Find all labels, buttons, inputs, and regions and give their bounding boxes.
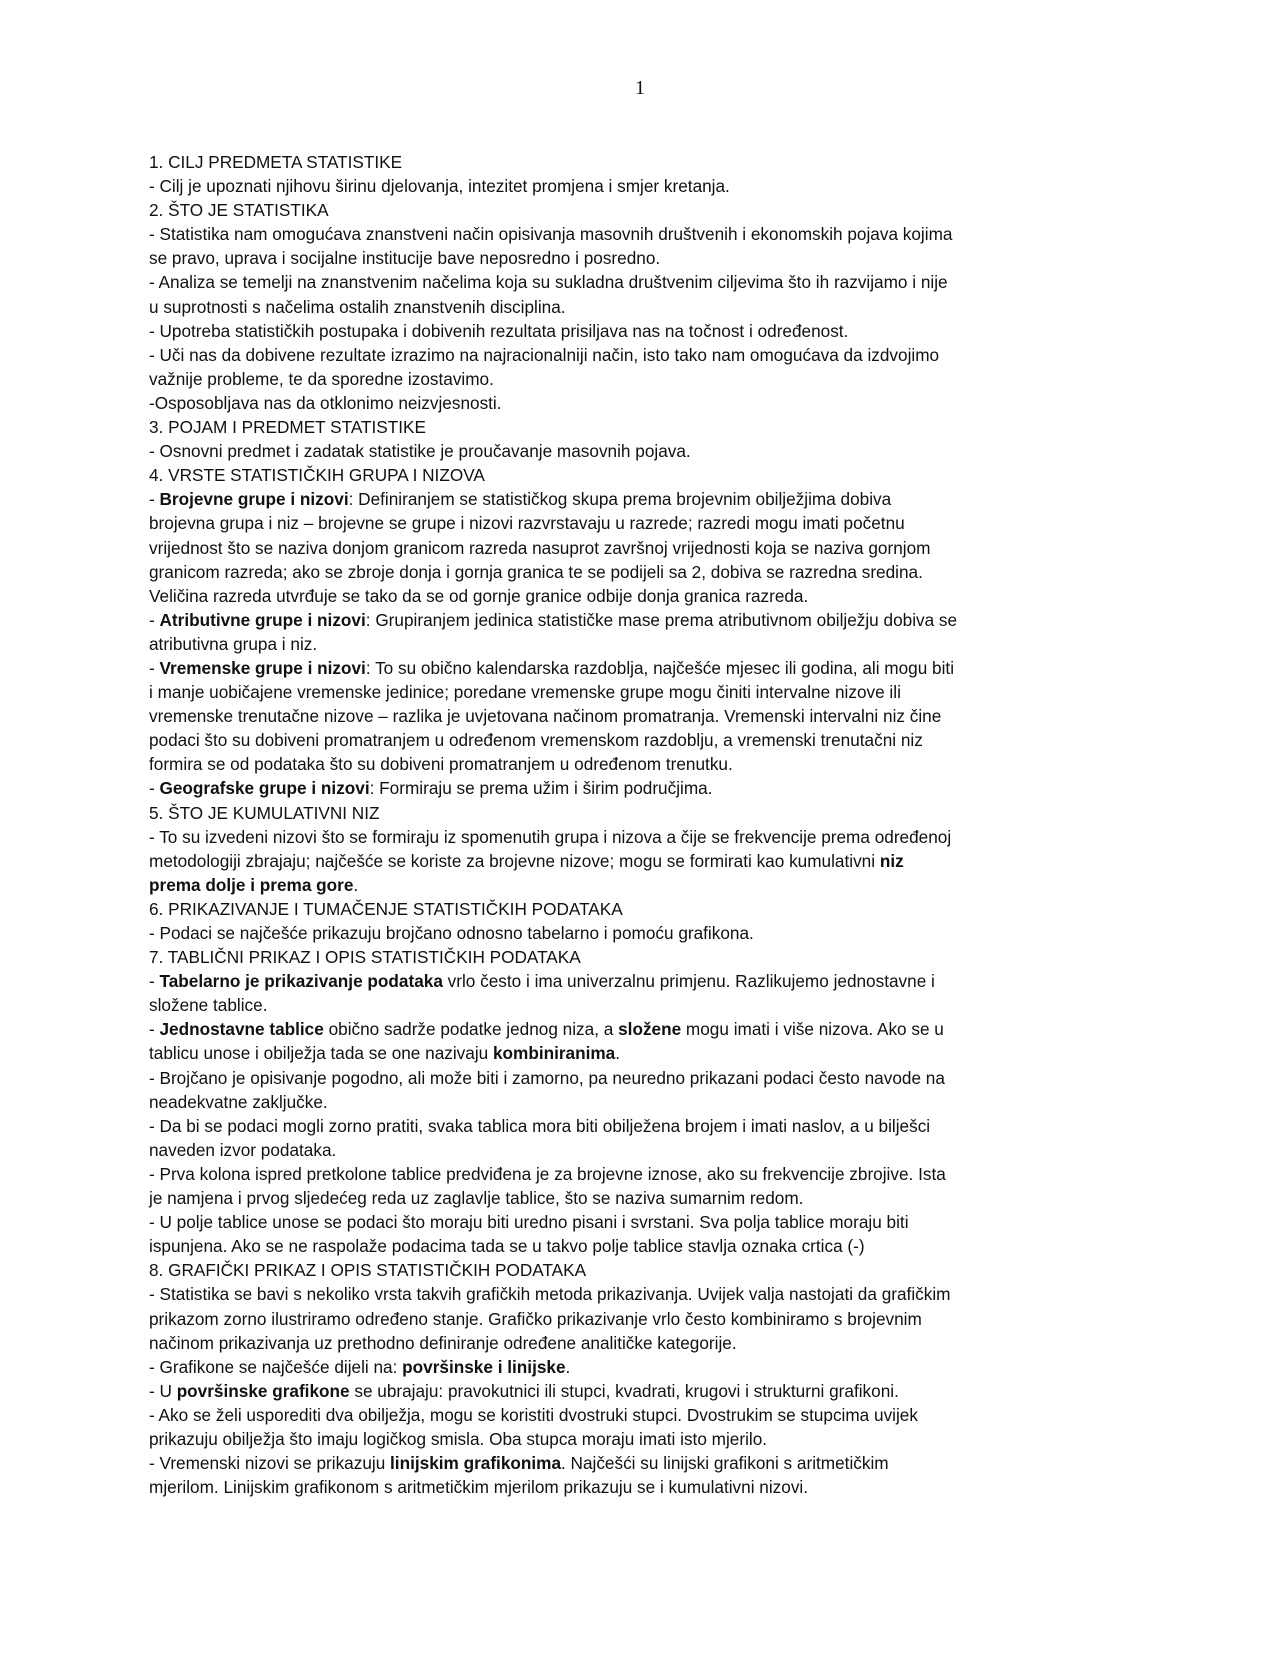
text-line [149,680,1143,704]
document-body [149,150,1143,1499]
text-line [149,1234,1143,1258]
text-line [149,1307,1143,1331]
text-line [149,1210,1143,1234]
text-segment: se pravo, uprava i socijalne institucije bave neposredno i posredno. [149,248,661,269]
text-line [149,150,1143,174]
text-segment: - [149,1019,160,1040]
text-segment: 5. ŠTO JE KUMULATIVNI NIZ [149,802,380,823]
text-segment: . [565,1356,571,1377]
text-line [149,993,1143,1017]
text-segment: -Osposobljava nas da otklonimo neizvjesnosti. [149,392,502,413]
text-segment: granicom razreda; ako se zbroje donja i gornja granica te se podijeli sa 2, dobiva se razredna sredina. [149,561,923,582]
text-segment: 1. CILJ PREDMETA STATISTIKE [149,152,403,172]
text-line [149,1331,1143,1355]
bold-text: površinske i linijske [402,1356,566,1377]
text-segment: . [353,874,359,895]
text-line [149,511,1143,535]
text-line [149,776,1143,800]
bold-text: površinske grafikone [176,1380,350,1401]
text-line [149,1186,1143,1210]
text-line [149,608,1143,632]
text-line [149,1090,1143,1114]
page-number: 1 [635,77,645,99]
text-segment: - Vremenski nizovi se prikazuju [149,1453,391,1474]
text-line [149,222,1143,246]
text-segment: 3. POJAM I PREDMET STATISTIKE [149,417,426,438]
text-segment: - U [149,1380,177,1401]
text-segment: neadekvatne zaključke. [149,1091,328,1112]
text-segment: načinom prikazivanja uz prethodno definiranje određene analitičke kategorije. [149,1332,737,1353]
text-segment: - Podaci se najčešće prikazuju brojčano odnosno tabelarno i pomoću grafikona. [149,923,754,943]
bold-text: linijskim grafikonima [390,1453,561,1474]
text-line [149,1282,1143,1306]
text-line [149,849,1143,873]
text-line [149,1114,1143,1138]
text-segment: Veličina razreda utvrđuje se tako da se od gornje granice odbije donja granica razreda. [149,585,809,606]
text-line [149,391,1143,415]
text-line [149,728,1143,752]
text-line [149,295,1143,319]
text-line [149,704,1143,728]
text-segment: važnije probleme, te da sporedne izostavimo. [149,368,494,389]
text-line [149,343,1143,367]
text-segment: - [149,778,160,799]
text-line [149,415,1143,439]
text-segment: naveden izvor podataka. [149,1139,337,1160]
text-segment: podaci što su dobiveni promatranjem u određenom vremenskom razdoblju, a vremenski trenutačni niz [149,730,923,751]
text-line [149,560,1143,584]
text-line [149,1066,1143,1090]
text-segment: - To su izvedeni nizovi što se formiraju iz spomenutih grupa i nizova a čije se frekvencije prema određenoj [149,826,952,847]
text-segment: : To su obično kalendarska razdoblja, najčešće mjesec ili godina, ali mogu biti [365,657,955,678]
text-line [149,536,1143,560]
text-segment: tablicu unose i obilježja tada se one nazivaju [149,1043,493,1064]
text-segment: - Analiza se temelji na znanstvenim načelima koja su sukladna društvenim ciljevima što ih razvijamo i nije [149,272,948,293]
text-segment: formira se od podataka što su dobiveni promatranjem u određenom trenutku. [149,754,733,775]
text-line [149,487,1143,511]
text-line [149,439,1143,463]
text-segment: - Ako se želi usporediti dva obilježja, mogu se koristiti dvostruki stupci. Dvostrukim se stupcima uvijek [149,1404,918,1425]
text-line [149,825,1143,849]
text-segment: brojevna grupa i niz – brojevne se grupe i nizovi razvrstavaju u razrede; razredi mogu imati početnu [149,513,905,534]
bold-text: Brojevne grupe i nizovi [159,489,349,510]
bold-text: Jednostavne tablice [159,1019,324,1040]
text-segment: 6. PRIKAZIVANJE I TUMAČENJE STATISTIČKIH PODATAKA [149,898,623,919]
text-line [149,584,1143,608]
text-segment: - [149,489,160,510]
text-line [149,921,1143,945]
text-segment: - Grafikone se najčešće dijeli na: [149,1356,403,1377]
text-line [149,1379,1143,1403]
text-segment: vrijednost što se naziva donjom granicom razreda nasuprot završnoj vrijednosti koja se naziva gornjom [149,537,931,558]
text-line [149,174,1143,198]
text-line [149,1451,1143,1475]
text-segment: - [149,657,160,678]
text-segment: prikazuju obilježja što imaju logičkog smisla. Oba stupca moraju imati isto mjerilo. [149,1428,768,1449]
text-segment: u suprotnosti s načelima ostalih znanstvenih disciplina. [149,296,566,317]
bold-text: kombiniranima [492,1043,616,1064]
text-segment: - [149,971,160,992]
text-line [149,463,1143,487]
bold-text: Atributivne grupe i nizovi [159,609,366,630]
text-segment: - [149,609,160,630]
text-line [149,1427,1143,1451]
text-line [149,367,1143,391]
text-line [149,1017,1143,1041]
text-line [149,969,1143,993]
text-segment: metodologiji zbrajaju; najčešće se koriste za brojevne nizove; mogu se formirati kao kumulativni [149,850,880,871]
bold-text: složene [618,1019,682,1040]
text-line [149,873,1143,897]
text-line [149,1258,1143,1282]
text-segment: mogu imati i više nizova. Ako se u [681,1019,944,1040]
text-segment: i manje uobičajene vremenske jedinice; poredane vremenske grupe mogu činiti intervalne nizove ili [149,682,901,703]
text-line [149,270,1143,294]
text-segment: prikazom zorno ilustriramo određeno stanje. Grafičko prikazivanje vrlo često kombiniramo s brojevnim [149,1308,922,1329]
text-line [149,319,1143,343]
text-line [149,198,1143,222]
text-segment: - Statistika nam omogućava znanstveni način opisivanja masovnih društvenih i ekonomskih pojava kojima [149,224,953,245]
text-segment: - Cilj je upoznati njihovu širinu djelovanja, intezitet promjena i smjer kretanja. [149,176,730,197]
text-line [149,945,1143,969]
text-segment: - Da bi se podaci mogli zorno pratiti, svaka tablica mora biti obilježena brojem i imati naslov, a u bilješci [149,1115,931,1136]
bold-text: Geografske grupe i nizovi [159,778,370,799]
text-segment: - Uči nas da dobivene rezultate izrazimo na najracionalniji način, isto tako nam omogućava da izdvojimo [149,344,940,365]
text-segment: . [615,1043,621,1064]
bold-text: Vremenske grupe i nizovi [159,657,366,678]
text-line [149,801,1143,825]
text-line [149,632,1143,656]
text-line [149,1138,1143,1162]
text-segment: atributivna grupa i niz. [149,633,318,654]
text-segment: : Definiranjem se statističkog skupa prema brojevnim obilježjima dobiva [348,489,892,510]
text-segment: : Formiraju se prema užim i širim područjima. [369,778,713,799]
text-segment: složene tablice. [149,995,268,1016]
bold-text: Tabelarno je prikazivanje podataka [159,971,443,992]
text-line [149,897,1143,921]
text-line [149,246,1143,270]
text-segment: 7. TABLIČNI PRIKAZ I OPIS STATISTIČKIH PODATAKA [149,947,581,968]
text-line [149,656,1143,680]
text-segment: 2. ŠTO JE STATISTIKA [149,200,329,221]
text-segment: . Najčešći su linijski grafikoni s aritmetičkim [561,1453,889,1474]
bold-text: niz [879,850,904,871]
text-segment: 4. VRSTE STATISTIČKIH GRUPA I NIZOVA [149,465,485,486]
text-segment: - Prva kolona ispred pretkolone tablice predviđena je za brojevne iznose, ako su frekvencije zbrojive. Ista [149,1163,946,1184]
text-segment: - Upotreba statističkih postupaka i dobivenih rezultata prisiljava nas na točnost i određenost. [149,320,849,341]
text-segment: vrlo često i ima univerzalnu primjenu. Razlikujemo jednostavne i [442,971,935,992]
text-segment: se ubrajaju: pravokutnici ili stupci, kvadrati, krugovi i strukturni grafikoni. [349,1380,899,1401]
text-segment: obično sadrže podatke jednog niza, a [323,1019,619,1040]
text-line [149,1403,1143,1427]
text-segment: mjerilom. Linijskim grafikonom s aritmetičkim mjerilom prikazuju se i kumulativni nizovi. [149,1477,809,1498]
text-segment: : Grupiranjem jedinica statističke mase prema atributivnom obilježju dobiva se [365,609,958,630]
text-line [149,1162,1143,1186]
text-segment: ispunjena. Ako se ne raspolaže podacima tada se u takvo polje tablice stavlja oznaka crtica (-) [149,1236,865,1257]
text-segment: vremenske trenutačne nizove – razlika je uvjetovana načinom promatranja. Vremenski intervalni niz čine [149,706,942,727]
text-segment: - Brojčano je opisivanje pogodno, ali može biti i zamorno, pa neuredno prikazani podaci često navode na [149,1067,945,1088]
text-segment: - Osnovni predmet i zadatak statistike je proučavanje masovnih pojava. [149,441,691,462]
text-line [149,1041,1143,1065]
text-segment: - Statistika se bavi s nekoliko vrsta takvih grafičkih metoda prikazivanja. Uvijek valja nastojati da grafičkim [149,1284,951,1305]
bold-text: prema dolje i prema gore [149,874,354,895]
text-line [149,1475,1143,1499]
text-segment: je namjena i prvog sljedećeg reda uz zaglavlje tablice, što se naziva sumarnim redom. [149,1188,804,1209]
text-segment: - U polje tablice unose se podaci što moraju biti uredno pisani i svrstani. Sva polja tablice moraju biti [149,1212,909,1233]
text-segment: 8. GRAFIČKI PRIKAZ I OPIS STATISTIČKIH PODATAKA [149,1260,587,1281]
text-line [149,1355,1143,1379]
text-line [149,752,1143,776]
